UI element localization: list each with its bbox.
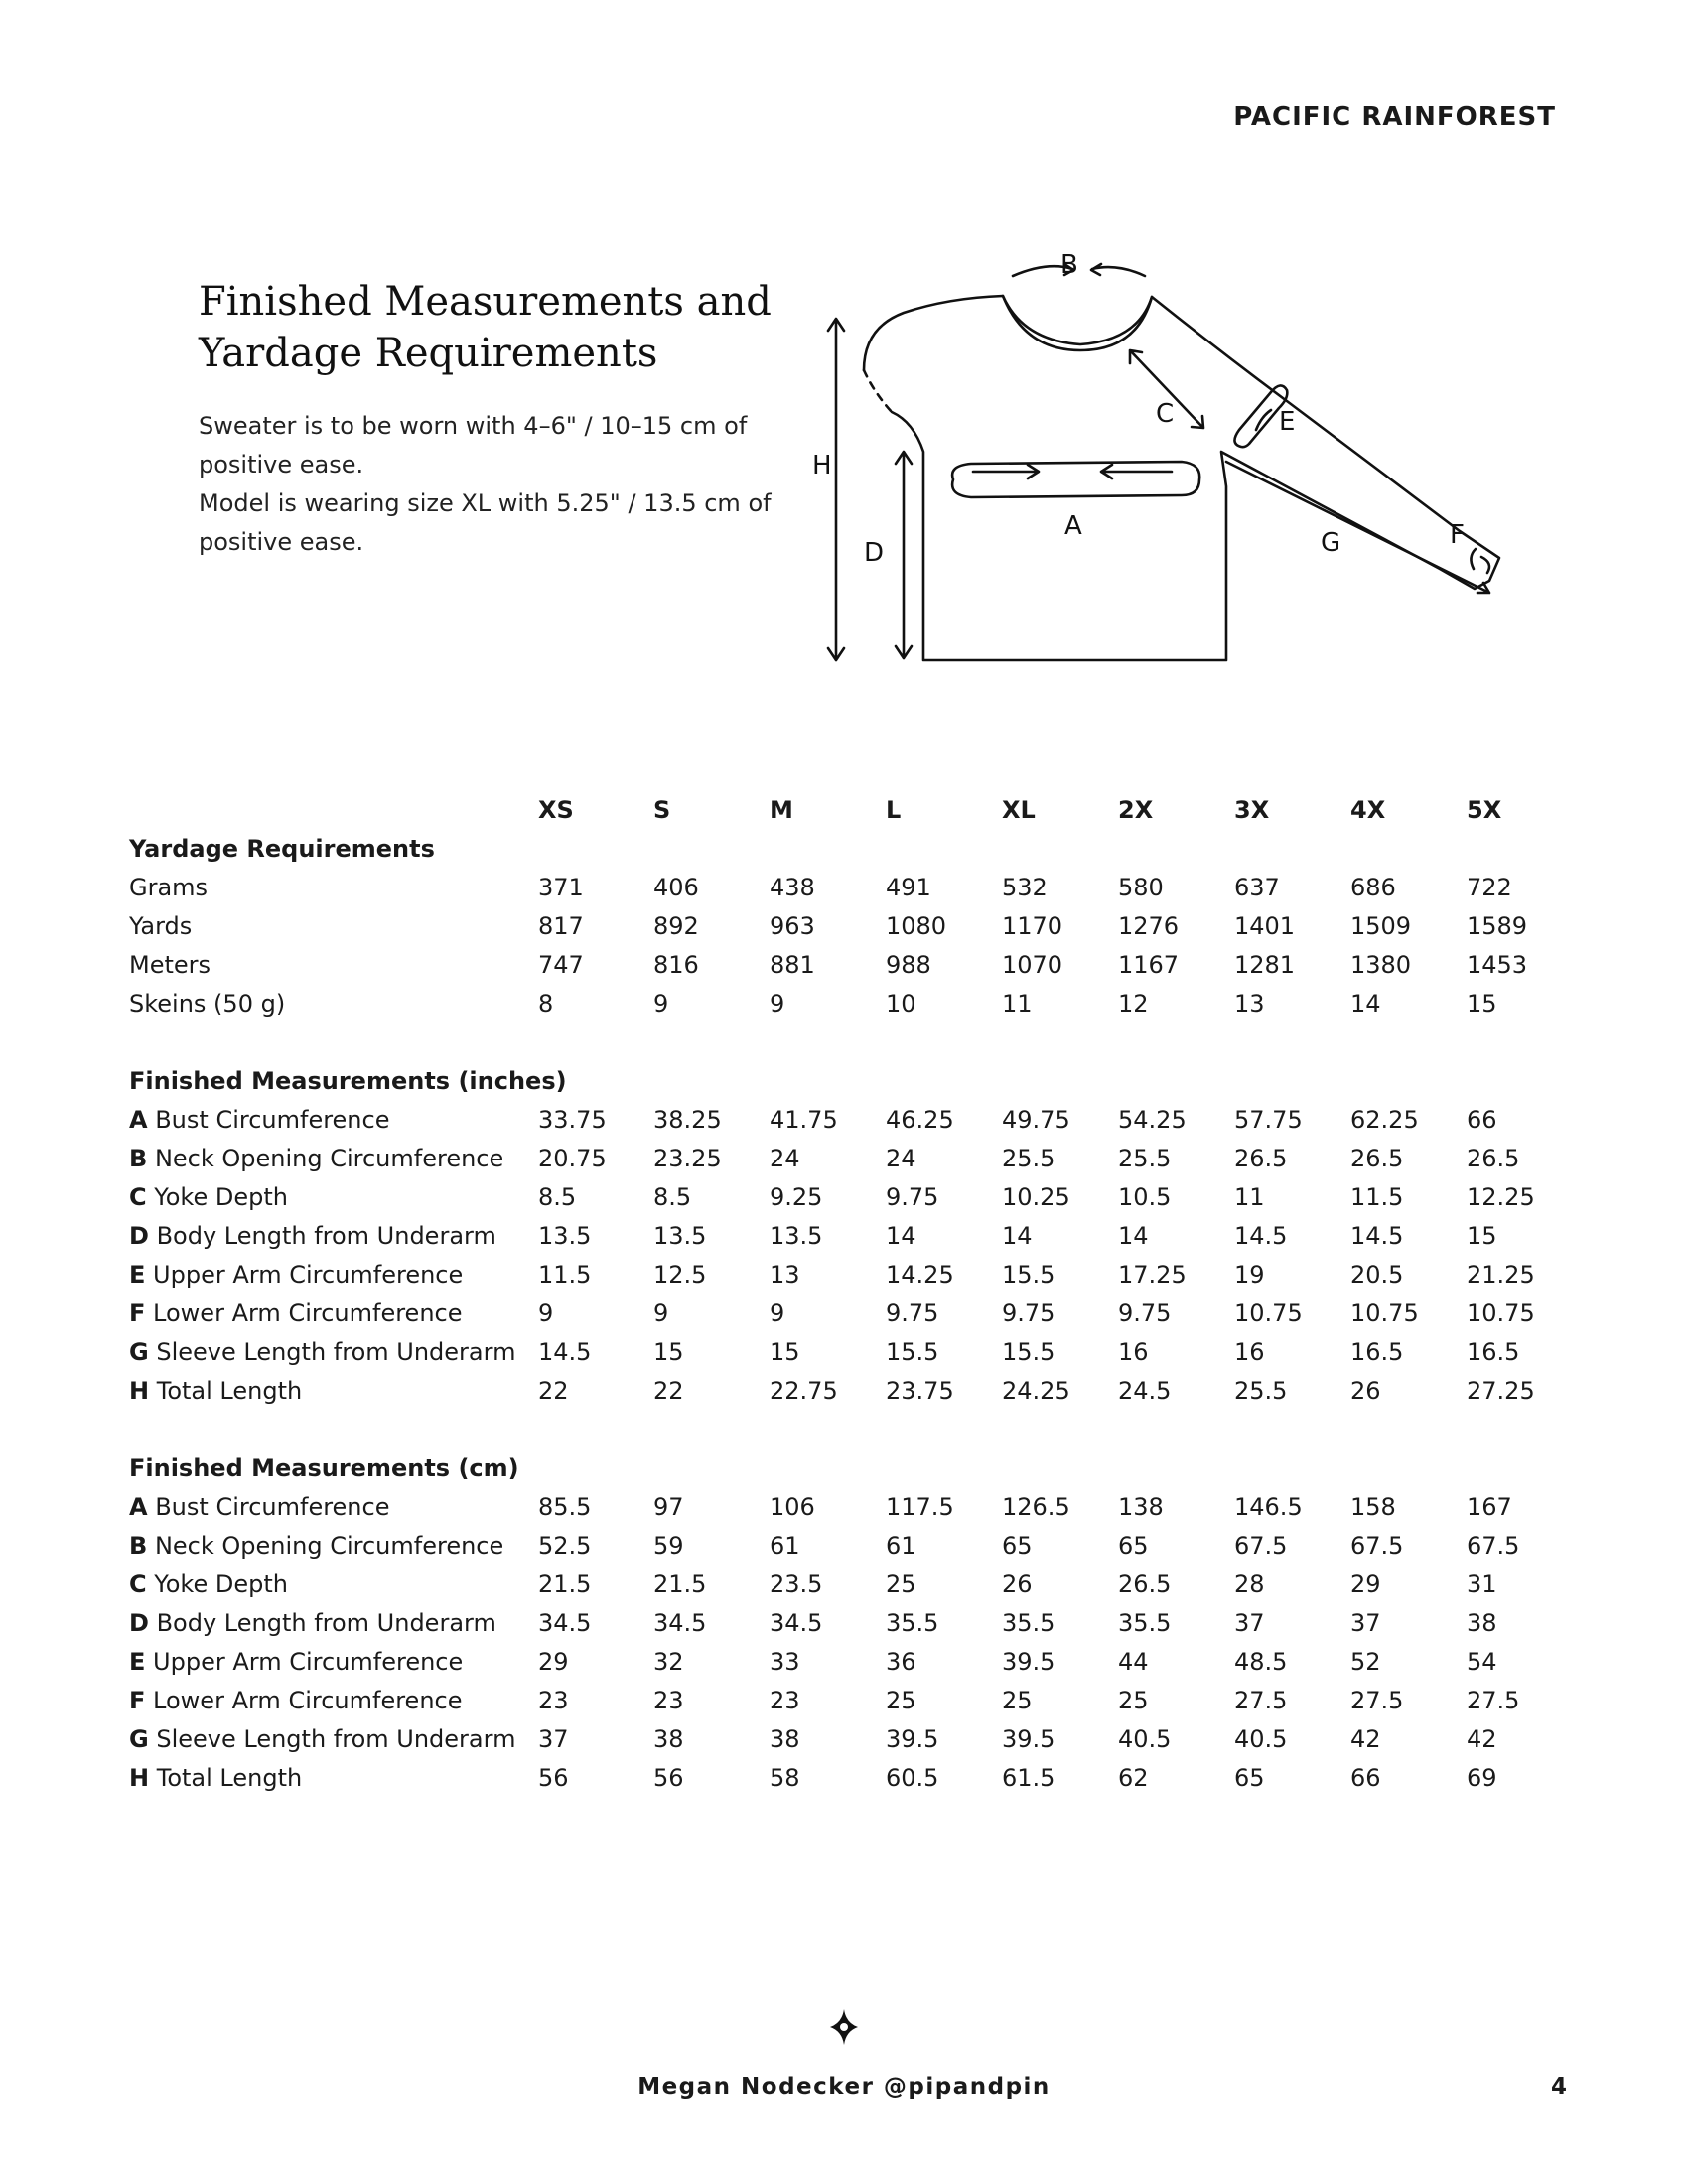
table-cell: 20.5 — [1350, 1261, 1404, 1289]
table-cell: 9.75 — [1002, 1299, 1055, 1327]
table-row — [129, 1256, 1569, 1295]
measurement-letter: A — [129, 1493, 148, 1521]
table-cell: 25 — [886, 1687, 916, 1714]
diagram-label-e: E — [1279, 407, 1296, 437]
table-row — [129, 946, 1569, 985]
measurement-letter: G — [129, 1338, 149, 1366]
row-label-text: Total Length — [156, 1764, 303, 1792]
row-label — [129, 1217, 496, 1256]
measurement-letter: H — [129, 1764, 150, 1792]
table-row — [129, 1333, 1569, 1372]
size-header: 5X — [1467, 796, 1502, 824]
table-cell: 25.5 — [1118, 1145, 1172, 1172]
table-cell: 15 — [653, 1338, 684, 1366]
table-cell: 52 — [1350, 1648, 1381, 1676]
table-cell: 69 — [1467, 1764, 1497, 1792]
table-cell: 21.25 — [1467, 1261, 1535, 1289]
table-cell: 146.5 — [1234, 1493, 1303, 1521]
size-header-row — [129, 791, 1569, 830]
table-cell: 38 — [1467, 1609, 1497, 1637]
table-cell: 16.5 — [1350, 1338, 1404, 1366]
table-cell: 34.5 — [653, 1609, 707, 1637]
table-cell: 22.75 — [770, 1377, 838, 1405]
table-cell: 85.5 — [538, 1493, 592, 1521]
table-cell: 24 — [886, 1145, 916, 1172]
table-cell: 60.5 — [886, 1764, 939, 1792]
table-cell: 34.5 — [770, 1609, 823, 1637]
row-label — [129, 1140, 503, 1178]
table-cell: 38.25 — [653, 1106, 722, 1134]
row-label — [129, 1682, 462, 1720]
table-cell: 9 — [538, 1299, 554, 1327]
table-cell: 36 — [886, 1648, 916, 1676]
table-cell: 29 — [538, 1648, 569, 1676]
row-label-text: Yoke Depth — [154, 1183, 288, 1211]
table-cell: 34.5 — [538, 1609, 592, 1637]
table-cell: 97 — [653, 1493, 684, 1521]
table-cell: 39.5 — [1002, 1648, 1055, 1676]
row-label — [129, 1372, 302, 1411]
table-cell: 65 — [1118, 1532, 1149, 1560]
row-label-text: Grams — [129, 874, 209, 901]
table-cell: 9.25 — [770, 1183, 823, 1211]
table-cell: 14 — [886, 1222, 916, 1250]
table-cell: 46.25 — [886, 1106, 954, 1134]
table-cell: 27.5 — [1234, 1687, 1288, 1714]
table-cell: 35.5 — [1002, 1609, 1055, 1637]
table-cell: 12.5 — [653, 1261, 707, 1289]
table-cell: 24.5 — [1118, 1377, 1172, 1405]
row-label — [129, 1488, 389, 1527]
table-cell: 38 — [653, 1725, 684, 1753]
table-cell: 23 — [538, 1687, 569, 1714]
row-label-text: Yoke Depth — [154, 1570, 288, 1598]
measurement-letter: D — [129, 1609, 149, 1637]
table-cell: 48.5 — [1234, 1648, 1288, 1676]
table-cell: 580 — [1118, 874, 1164, 901]
table-cell: 17.25 — [1118, 1261, 1187, 1289]
table-row — [129, 869, 1569, 907]
table-row — [129, 1643, 1569, 1682]
table-cell: 27.25 — [1467, 1377, 1535, 1405]
table-cell: 26.5 — [1350, 1145, 1404, 1172]
measurements-table — [129, 791, 1569, 1798]
table-cell: 26 — [1002, 1570, 1033, 1598]
row-label — [129, 1256, 463, 1295]
size-header: 3X — [1234, 796, 1270, 824]
table-cell: 61 — [886, 1532, 916, 1560]
row-label — [129, 1178, 288, 1217]
table-cell: 10.25 — [1002, 1183, 1070, 1211]
row-label-text: Meters — [129, 951, 211, 979]
table-cell: 26.5 — [1234, 1145, 1288, 1172]
table-cell: 57.75 — [1234, 1106, 1303, 1134]
table-cell: 37 — [1350, 1609, 1381, 1637]
row-label-text: Body Length from Underarm — [156, 1222, 496, 1250]
table-cell: 62 — [1118, 1764, 1149, 1792]
row-label — [129, 985, 285, 1024]
table-cell: 15.5 — [886, 1338, 939, 1366]
table-row — [129, 1759, 1569, 1798]
measure-d-body — [896, 452, 912, 658]
table-cell: 25.5 — [1002, 1145, 1055, 1172]
diagram-label-d: D — [864, 538, 885, 568]
table-row — [129, 1566, 1569, 1604]
measure-b-neck — [1013, 264, 1145, 276]
table-cell: 10.5 — [1118, 1183, 1172, 1211]
row-label — [129, 1295, 462, 1333]
table-cell: 67.5 — [1350, 1532, 1404, 1560]
table-row — [129, 1295, 1569, 1333]
table-cell: 816 — [653, 951, 699, 979]
table-cell: 14.25 — [886, 1261, 954, 1289]
intro-text — [199, 407, 774, 562]
table-row — [129, 1217, 1569, 1256]
table-cell: 54.25 — [1118, 1106, 1187, 1134]
table-cell: 371 — [538, 874, 584, 901]
table-cell: 491 — [886, 874, 931, 901]
section-title — [129, 830, 1569, 869]
table-cell: 1509 — [1350, 912, 1412, 940]
row-label — [129, 1333, 515, 1372]
table-cell: 8 — [538, 990, 554, 1018]
row-label — [129, 1566, 288, 1604]
table-row — [129, 1527, 1569, 1566]
page-title-line-1: Finished Measurements and — [199, 279, 772, 325]
row-label-text: Lower Arm Circumference — [153, 1687, 463, 1714]
page-number: 4 — [1550, 2074, 1567, 2100]
table-cell: 9.75 — [1118, 1299, 1172, 1327]
table-cell: 23.75 — [886, 1377, 954, 1405]
table-row — [129, 907, 1569, 946]
table-cell: 14 — [1002, 1222, 1033, 1250]
row-label-text: Upper Arm Circumference — [153, 1648, 464, 1676]
row-label — [129, 1604, 496, 1643]
table-cell: 25 — [1118, 1687, 1149, 1714]
measurement-letter: H — [129, 1377, 150, 1405]
table-cell: 12 — [1118, 990, 1149, 1018]
page-title-line-2: Yardage Requirements — [199, 331, 658, 376]
table-cell: 26 — [1350, 1377, 1381, 1405]
table-cell: 686 — [1350, 874, 1396, 901]
row-label-text: Bust Circumference — [155, 1106, 390, 1134]
table-cell: 12.25 — [1467, 1183, 1535, 1211]
table-cell: 15 — [1467, 1222, 1497, 1250]
diagram-label-f: F — [1450, 520, 1465, 550]
measurement-letter: C — [129, 1570, 147, 1598]
table-cell: 66 — [1467, 1106, 1497, 1134]
measurement-letter: F — [129, 1687, 146, 1714]
table-cell: 35.5 — [1118, 1609, 1172, 1637]
table-cell: 167 — [1467, 1493, 1512, 1521]
diagram-label-g: G — [1321, 528, 1341, 558]
row-label-text: Skeins (50 g) — [129, 990, 286, 1018]
table-cell: 62.25 — [1350, 1106, 1419, 1134]
table-cell: 106 — [770, 1493, 815, 1521]
table-cell: 31 — [1467, 1570, 1497, 1598]
table-cell: 15.5 — [1002, 1338, 1055, 1366]
table-cell: 9 — [653, 990, 669, 1018]
ease-note: Sweater is to be worn with 4–6" / 10–15 cm of positive ease. — [199, 412, 748, 478]
table-cell: 56 — [653, 1764, 684, 1792]
table-cell: 13 — [770, 1261, 800, 1289]
table-cell: 1281 — [1234, 951, 1296, 979]
table-cell: 27.5 — [1467, 1687, 1520, 1714]
diagram-label-h: H — [812, 451, 832, 480]
table-cell: 33.75 — [538, 1106, 607, 1134]
inches-section-title: Finished Measurements (inches) — [129, 1067, 567, 1095]
table-cell: 16.5 — [1467, 1338, 1520, 1366]
table-cell: 42 — [1350, 1725, 1381, 1753]
table-cell: 16 — [1234, 1338, 1265, 1366]
table-cell: 40.5 — [1118, 1725, 1172, 1753]
row-label — [129, 1643, 463, 1682]
measurement-letter: E — [129, 1648, 146, 1676]
table-cell: 11.5 — [1350, 1183, 1404, 1211]
table-cell: 21.5 — [538, 1570, 592, 1598]
table-cell: 1589 — [1467, 912, 1528, 940]
size-header: M — [770, 796, 793, 824]
table-cell: 11 — [1234, 1183, 1265, 1211]
measurement-letter: B — [129, 1532, 148, 1560]
table-cell: 25.5 — [1234, 1377, 1288, 1405]
table-cell: 892 — [653, 912, 699, 940]
table-cell: 138 — [1118, 1493, 1164, 1521]
table-cell: 1276 — [1118, 912, 1180, 940]
table-cell: 14 — [1118, 1222, 1149, 1250]
table-cell: 406 — [653, 874, 699, 901]
yardage-section-title: Yardage Requirements — [129, 835, 435, 863]
table-cell: 25 — [886, 1570, 916, 1598]
table-cell: 38 — [770, 1725, 800, 1753]
model-size-note: Model is wearing size XL with 5.25" / 13.5 cm of positive ease. — [199, 489, 772, 556]
table-cell: 25 — [1002, 1687, 1033, 1714]
table-cell: 14.5 — [1234, 1222, 1288, 1250]
table-cell: 22 — [538, 1377, 569, 1405]
table-cell: 49.75 — [1002, 1106, 1070, 1134]
footer-credit: Megan Nodecker @pipandpin — [637, 2074, 1051, 2100]
row-label-text: Neck Opening Circumference — [154, 1145, 504, 1172]
table-row — [129, 1372, 1569, 1411]
size-header: 4X — [1350, 796, 1386, 824]
table-cell: 37 — [1234, 1609, 1265, 1637]
measurement-letter: D — [129, 1222, 149, 1250]
table-cell: 963 — [770, 912, 815, 940]
table-cell: 9 — [653, 1299, 669, 1327]
table-cell: 14 — [1350, 990, 1381, 1018]
table-cell: 10 — [886, 990, 916, 1018]
table-cell: 24 — [770, 1145, 800, 1172]
table-cell: 8.5 — [653, 1183, 692, 1211]
table-cell: 23.5 — [770, 1570, 823, 1598]
table-row — [129, 1488, 1569, 1527]
table-cell: 532 — [1002, 874, 1048, 901]
table-row — [129, 1682, 1569, 1720]
table-cell: 637 — [1234, 874, 1280, 901]
table-cell: 33 — [770, 1648, 800, 1676]
table-cell: 23.25 — [653, 1145, 722, 1172]
table-row — [129, 985, 1569, 1024]
table-cell: 19 — [1234, 1261, 1265, 1289]
sweater-schematic — [804, 253, 1519, 690]
table-cell: 39.5 — [886, 1725, 939, 1753]
table-cell: 13 — [1234, 990, 1265, 1018]
table-cell: 54 — [1467, 1648, 1497, 1676]
table-cell: 11.5 — [538, 1261, 592, 1289]
row-label — [129, 869, 208, 907]
table-cell: 26.5 — [1467, 1145, 1520, 1172]
diagram-label-b: B — [1060, 253, 1078, 280]
table-cell: 40.5 — [1234, 1725, 1288, 1753]
table-cell: 13.5 — [653, 1222, 707, 1250]
table-cell: 41.75 — [770, 1106, 838, 1134]
size-header: 2X — [1118, 796, 1154, 824]
table-cell: 1380 — [1350, 951, 1412, 979]
table-cell: 13.5 — [770, 1222, 823, 1250]
table-cell: 8.5 — [538, 1183, 577, 1211]
row-label — [129, 1527, 503, 1566]
size-header: L — [886, 796, 902, 824]
table-cell: 39.5 — [1002, 1725, 1055, 1753]
table-cell: 16 — [1118, 1338, 1149, 1366]
row-label-text: Upper Arm Circumference — [153, 1261, 464, 1289]
sweater-outline — [864, 296, 1499, 660]
table-cell: 23 — [653, 1687, 684, 1714]
measurement-letter: G — [129, 1725, 149, 1753]
table-cell: 126.5 — [1002, 1493, 1070, 1521]
table-cell: 65 — [1002, 1532, 1033, 1560]
size-header: S — [653, 796, 671, 824]
table-cell: 59 — [653, 1532, 684, 1560]
table-cell: 10.75 — [1350, 1299, 1419, 1327]
table-cell: 13.5 — [538, 1222, 592, 1250]
table-cell: 32 — [653, 1648, 684, 1676]
table-cell: 1070 — [1002, 951, 1063, 979]
measurement-letter: B — [129, 1145, 148, 1172]
table-cell: 65 — [1234, 1764, 1265, 1792]
table-cell: 26.5 — [1118, 1570, 1172, 1598]
table-cell: 722 — [1467, 874, 1512, 901]
table-cell: 438 — [770, 874, 815, 901]
table-row — [129, 1720, 1569, 1759]
table-cell: 1167 — [1118, 951, 1180, 979]
table-cell: 27.5 — [1350, 1687, 1404, 1714]
row-label-text: Total Length — [156, 1377, 303, 1405]
table-cell: 9 — [770, 1299, 785, 1327]
row-label-text: Lower Arm Circumference — [153, 1299, 463, 1327]
table-cell: 61.5 — [1002, 1764, 1055, 1792]
table-cell: 22 — [653, 1377, 684, 1405]
table-row — [129, 1604, 1569, 1643]
size-header: XL — [1002, 796, 1036, 824]
table-cell: 14.5 — [1350, 1222, 1404, 1250]
table-row — [129, 1101, 1569, 1140]
table-cell: 52.5 — [538, 1532, 592, 1560]
size-header: XS — [538, 796, 574, 824]
diagram-label-a: A — [1064, 511, 1082, 541]
section-title — [129, 1062, 1569, 1101]
table-cell: 10.75 — [1467, 1299, 1535, 1327]
table-cell: 9.75 — [886, 1183, 939, 1211]
table-cell: 23 — [770, 1687, 800, 1714]
table-cell: 35.5 — [886, 1609, 939, 1637]
table-cell: 61 — [770, 1532, 800, 1560]
table-cell: 58 — [770, 1764, 800, 1792]
table-cell: 10.75 — [1234, 1299, 1303, 1327]
table-row — [129, 1140, 1569, 1178]
row-label — [129, 1720, 515, 1759]
table-cell: 988 — [886, 951, 931, 979]
section-title — [129, 1449, 1569, 1488]
table-cell: 1170 — [1002, 912, 1063, 940]
table-cell: 67.5 — [1234, 1532, 1288, 1560]
table-cell: 117.5 — [886, 1493, 954, 1521]
table-cell: 9 — [770, 990, 785, 1018]
table-cell: 15.5 — [1002, 1261, 1055, 1289]
row-label — [129, 1759, 302, 1798]
sparkle-ornament-icon — [828, 2007, 860, 2047]
table-cell: 29 — [1350, 1570, 1381, 1598]
row-label — [129, 1101, 389, 1140]
measurement-letter: F — [129, 1299, 146, 1327]
measurement-letter: A — [129, 1106, 148, 1134]
row-label-text: Sleeve Length from Underarm — [156, 1338, 516, 1366]
measurement-letter: C — [129, 1183, 147, 1211]
table-cell: 28 — [1234, 1570, 1265, 1598]
row-label — [129, 946, 211, 985]
table-cell: 1453 — [1467, 951, 1528, 979]
row-label-text: Neck Opening Circumference — [154, 1532, 504, 1560]
table-cell: 11 — [1002, 990, 1033, 1018]
table-cell: 21.5 — [653, 1570, 707, 1598]
running-head-title: PACIFIC RAINFOREST — [1233, 102, 1556, 132]
row-label-text: Sleeve Length from Underarm — [156, 1725, 516, 1753]
measure-h-total — [828, 319, 844, 660]
table-cell: 15 — [770, 1338, 800, 1366]
table-row — [129, 1178, 1569, 1217]
row-label — [129, 907, 192, 946]
measure-f-lower-arm — [1471, 549, 1489, 573]
table-cell: 9.75 — [886, 1299, 939, 1327]
table-cell: 747 — [538, 951, 584, 979]
table-cell: 20.75 — [538, 1145, 607, 1172]
measure-a-bust — [952, 462, 1199, 497]
table-cell: 158 — [1350, 1493, 1396, 1521]
table-cell: 56 — [538, 1764, 569, 1792]
row-label-text: Bust Circumference — [155, 1493, 390, 1521]
table-cell: 67.5 — [1467, 1532, 1520, 1560]
row-label-text: Yards — [129, 912, 193, 940]
diagram-label-c: C — [1156, 399, 1175, 429]
table-cell: 15 — [1467, 990, 1497, 1018]
measurement-letter: E — [129, 1261, 146, 1289]
cm-section-title: Finished Measurements (cm) — [129, 1454, 519, 1482]
table-cell: 44 — [1118, 1648, 1149, 1676]
table-cell: 14.5 — [538, 1338, 592, 1366]
table-cell: 881 — [770, 951, 815, 979]
table-cell: 817 — [538, 912, 584, 940]
table-cell: 1080 — [886, 912, 947, 940]
table-cell: 66 — [1350, 1764, 1381, 1792]
table-cell: 37 — [538, 1725, 569, 1753]
page-title — [199, 276, 772, 379]
table-cell: 42 — [1467, 1725, 1497, 1753]
table-cell: 24.25 — [1002, 1377, 1070, 1405]
row-label-text: Body Length from Underarm — [156, 1609, 496, 1637]
table-cell: 1401 — [1234, 912, 1296, 940]
